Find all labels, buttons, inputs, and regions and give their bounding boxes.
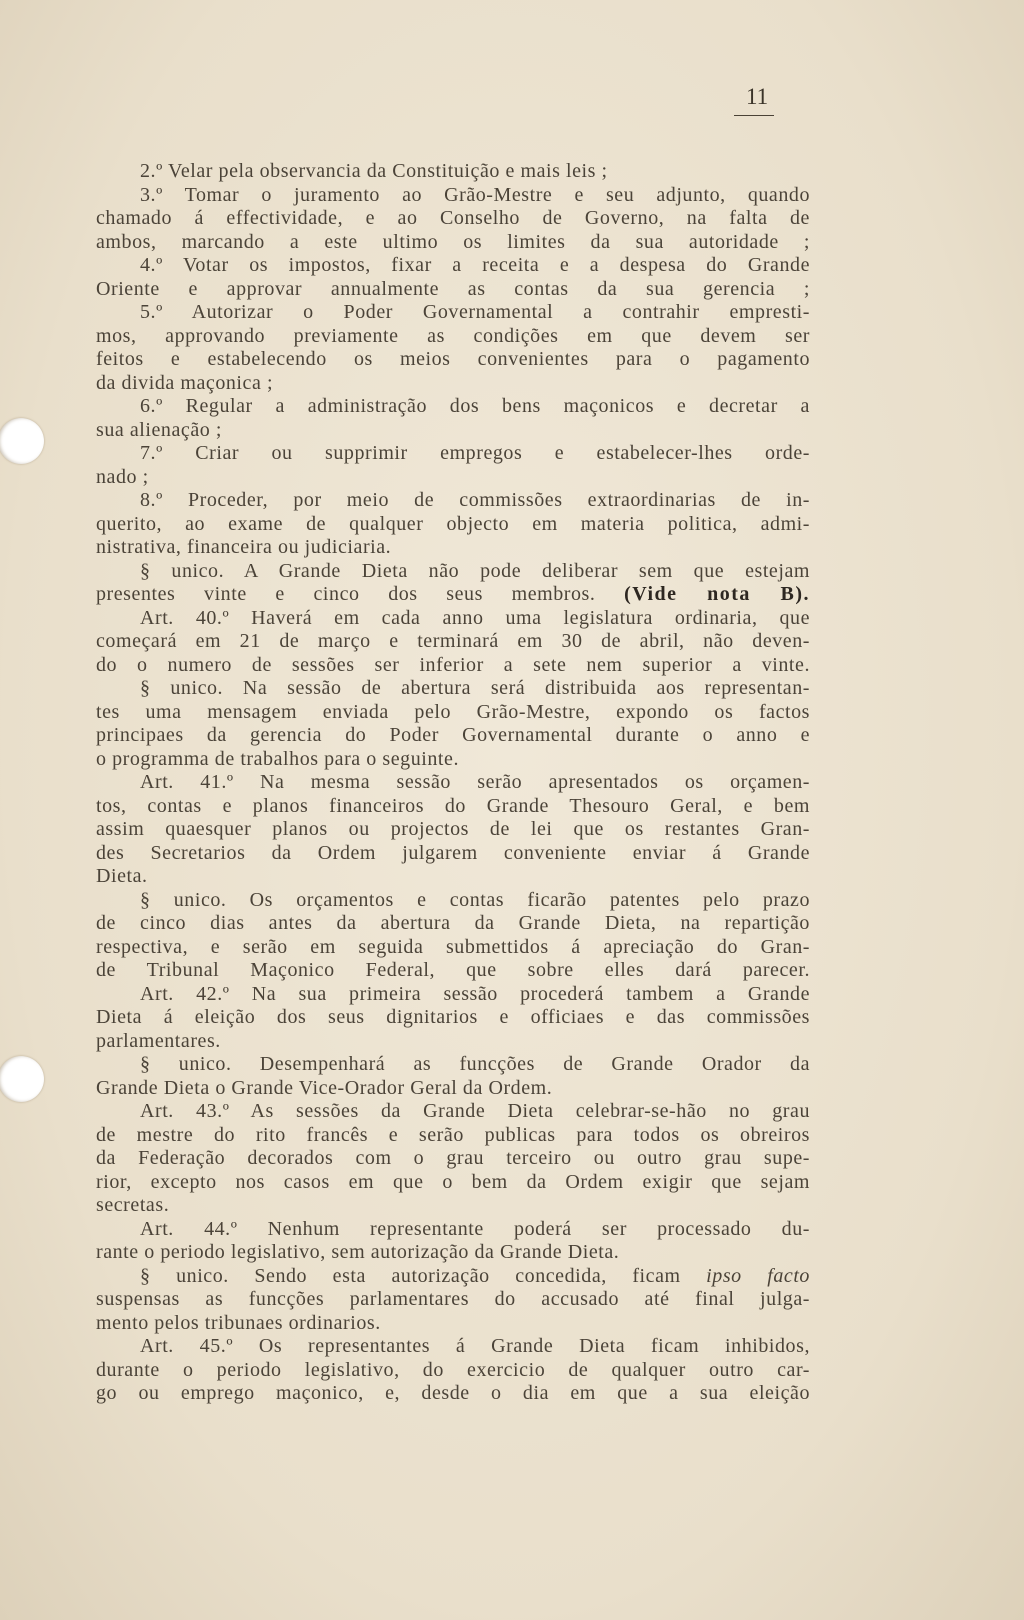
text-line: Art. 40.º Haverá em cada anno uma legislatura ordinaria, que (140, 606, 810, 629)
text-line: tes uma mensagem enviada pelo Grão-Mestre, expondo os factos (96, 700, 810, 723)
text-line: Grande Dieta o Grande Vice-Orador Geral da Ordem. (96, 1076, 553, 1099)
text-line: Art. 45.º Os representantes á Grande Dieta ficam inhibidos, (140, 1335, 810, 1357)
punch-hole (0, 418, 44, 464)
text-line: 7.º Criar ou supprimir empregos e estabelecer-lhes orde- (140, 442, 810, 464)
text-line: § unico. A Grande Dieta não pode deliberar sem que estejam (140, 559, 810, 582)
text-line: Art. 42.º Na sua primeira sessão procederá tambem a Grande (140, 982, 810, 1005)
text-line: respectiva, e serão em seguida submettidos á apreciação do Gran- (96, 935, 810, 958)
punch-hole (0, 1056, 44, 1102)
text-line: nado ; (96, 465, 149, 488)
text-line: § unico. Na sessão de abertura será distribuida aos representan- (140, 677, 810, 699)
text-line: go ou emprego maçonico, e, desde o dia em que a sua eleição (96, 1382, 810, 1404)
text-line: mos, approvando previamente as condições em que devem ser (96, 324, 810, 347)
page-number-rule (734, 115, 774, 116)
page-number: 11 (746, 84, 769, 109)
text-line: 5.º Autorizar o Poder Governamental a contrahir empresti- (140, 301, 810, 323)
text-line: des Secretarios da Ordem julgarem conveniente enviar á Grande (96, 841, 810, 864)
text-line: 6.º Regular a administração dos bens maçonicos e decretar a (140, 395, 810, 417)
text-line: Art. 43.º As sessões da Grande Dieta celebrar-se-hão no grau (140, 1100, 810, 1122)
ipso-facto-phrase: ipso facto (706, 1264, 810, 1287)
text-line: 2.º Velar pela observancia da Constituição e mais leis ; (140, 160, 608, 182)
text-line-with-italic (96, 1265, 810, 1289)
text-line: Dieta á eleição dos seus dignitarios e officiaes e das commissões (96, 1006, 810, 1028)
text-line: chamado á effectividade, e ao Conselho de Governo, na falta de (96, 207, 810, 229)
text-line: Art. 44.º Nenhum representante poderá ser processado du- (140, 1217, 810, 1240)
text-line: secretas. (96, 1194, 170, 1216)
text-line: durante o periodo legislativo, do exercicio de qualquer outro car- (96, 1358, 810, 1381)
vide-nota-reference: (Vide nota B). (624, 583, 810, 605)
text-line: feitos e estabelecendo os meios convenientes para o pagamento (96, 348, 810, 370)
text-line: de Tribunal Maçonico Federal, que sobre elles dará parecer. (96, 959, 810, 981)
text-line: começará em 21 de março e terminará em 30 de abril, não deven- (96, 630, 810, 652)
text-line: do o numero de sessões ser inferior a sete nem superior a vinte. (96, 653, 810, 676)
text-line: de mestre do rito francês e serão publicas para todos os obreiros (96, 1123, 810, 1146)
text-line: ambos, marcando a este ultimo os limites da sua autoridade ; (96, 230, 810, 253)
text-line: Oriente e approvar annualmente as contas da sua gerencia ; (96, 277, 810, 300)
text-line: da Federação decorados com o grau terceiro ou outro grau supe- (96, 1147, 810, 1169)
text-line: rante o periodo legislativo, sem autorização da Grande Dieta. (96, 1241, 620, 1263)
text-line: nistrativa, financeira ou judiciaria. (96, 536, 392, 558)
text-fragment: presentes vinte e cinco dos seus membros. (96, 583, 596, 605)
text-line: Dieta. (96, 865, 148, 887)
text-line: da divida maçonica ; (96, 371, 274, 394)
text-line: § unico. Desempenhará as funcções de Grande Orador da (140, 1053, 810, 1075)
body-text (96, 160, 810, 1406)
text-line: § unico. Os orçamentos e contas ficarão patentes pelo prazo (140, 888, 810, 911)
text-line: querito, ao exame de qualquer objecto em materia politica, admi- (96, 512, 810, 535)
text-line: o programma de trabalhos para o seguinte. (96, 747, 459, 770)
text-line-with-note (96, 583, 810, 607)
text-line: 3.º Tomar o juramento ao Grão-Mestre e seu adjunto, quando (140, 183, 810, 206)
text-line: tos, contas e planos financeiros do Grande Thesouro Geral, e bem (96, 794, 810, 817)
text-fragment: § unico. Sendo esta autorização concedida, ficam (140, 1264, 681, 1287)
text-line: mento pelos tribunaes ordinarios. (96, 1311, 381, 1334)
text-line: de cinco dias antes da abertura da Grande Dieta, na repartição (96, 912, 810, 934)
text-line: assim quaesquer planos ou projectos de lei que os restantes Gran- (96, 818, 810, 840)
text-line: rior, excepto nos casos em que o bem da Ordem exigir que sejam (96, 1170, 810, 1193)
text-line: suspensas as funcções parlamentares do accusado até final julga- (96, 1288, 810, 1310)
text-line: parlamentares. (96, 1029, 221, 1052)
text-line: sua alienação ; (96, 418, 222, 441)
text-line: principaes da gerencia do Poder Governamental durante o anno e (96, 724, 810, 746)
text-line: Art. 41.º Na mesma sessão serão apresentados os orçamen- (140, 771, 810, 793)
text-line: 8.º Proceder, por meio de commissões extraordinarias de in- (140, 489, 810, 511)
text-line: 4.º Votar os impostos, fixar a receita e a despesa do Grande (140, 254, 810, 276)
